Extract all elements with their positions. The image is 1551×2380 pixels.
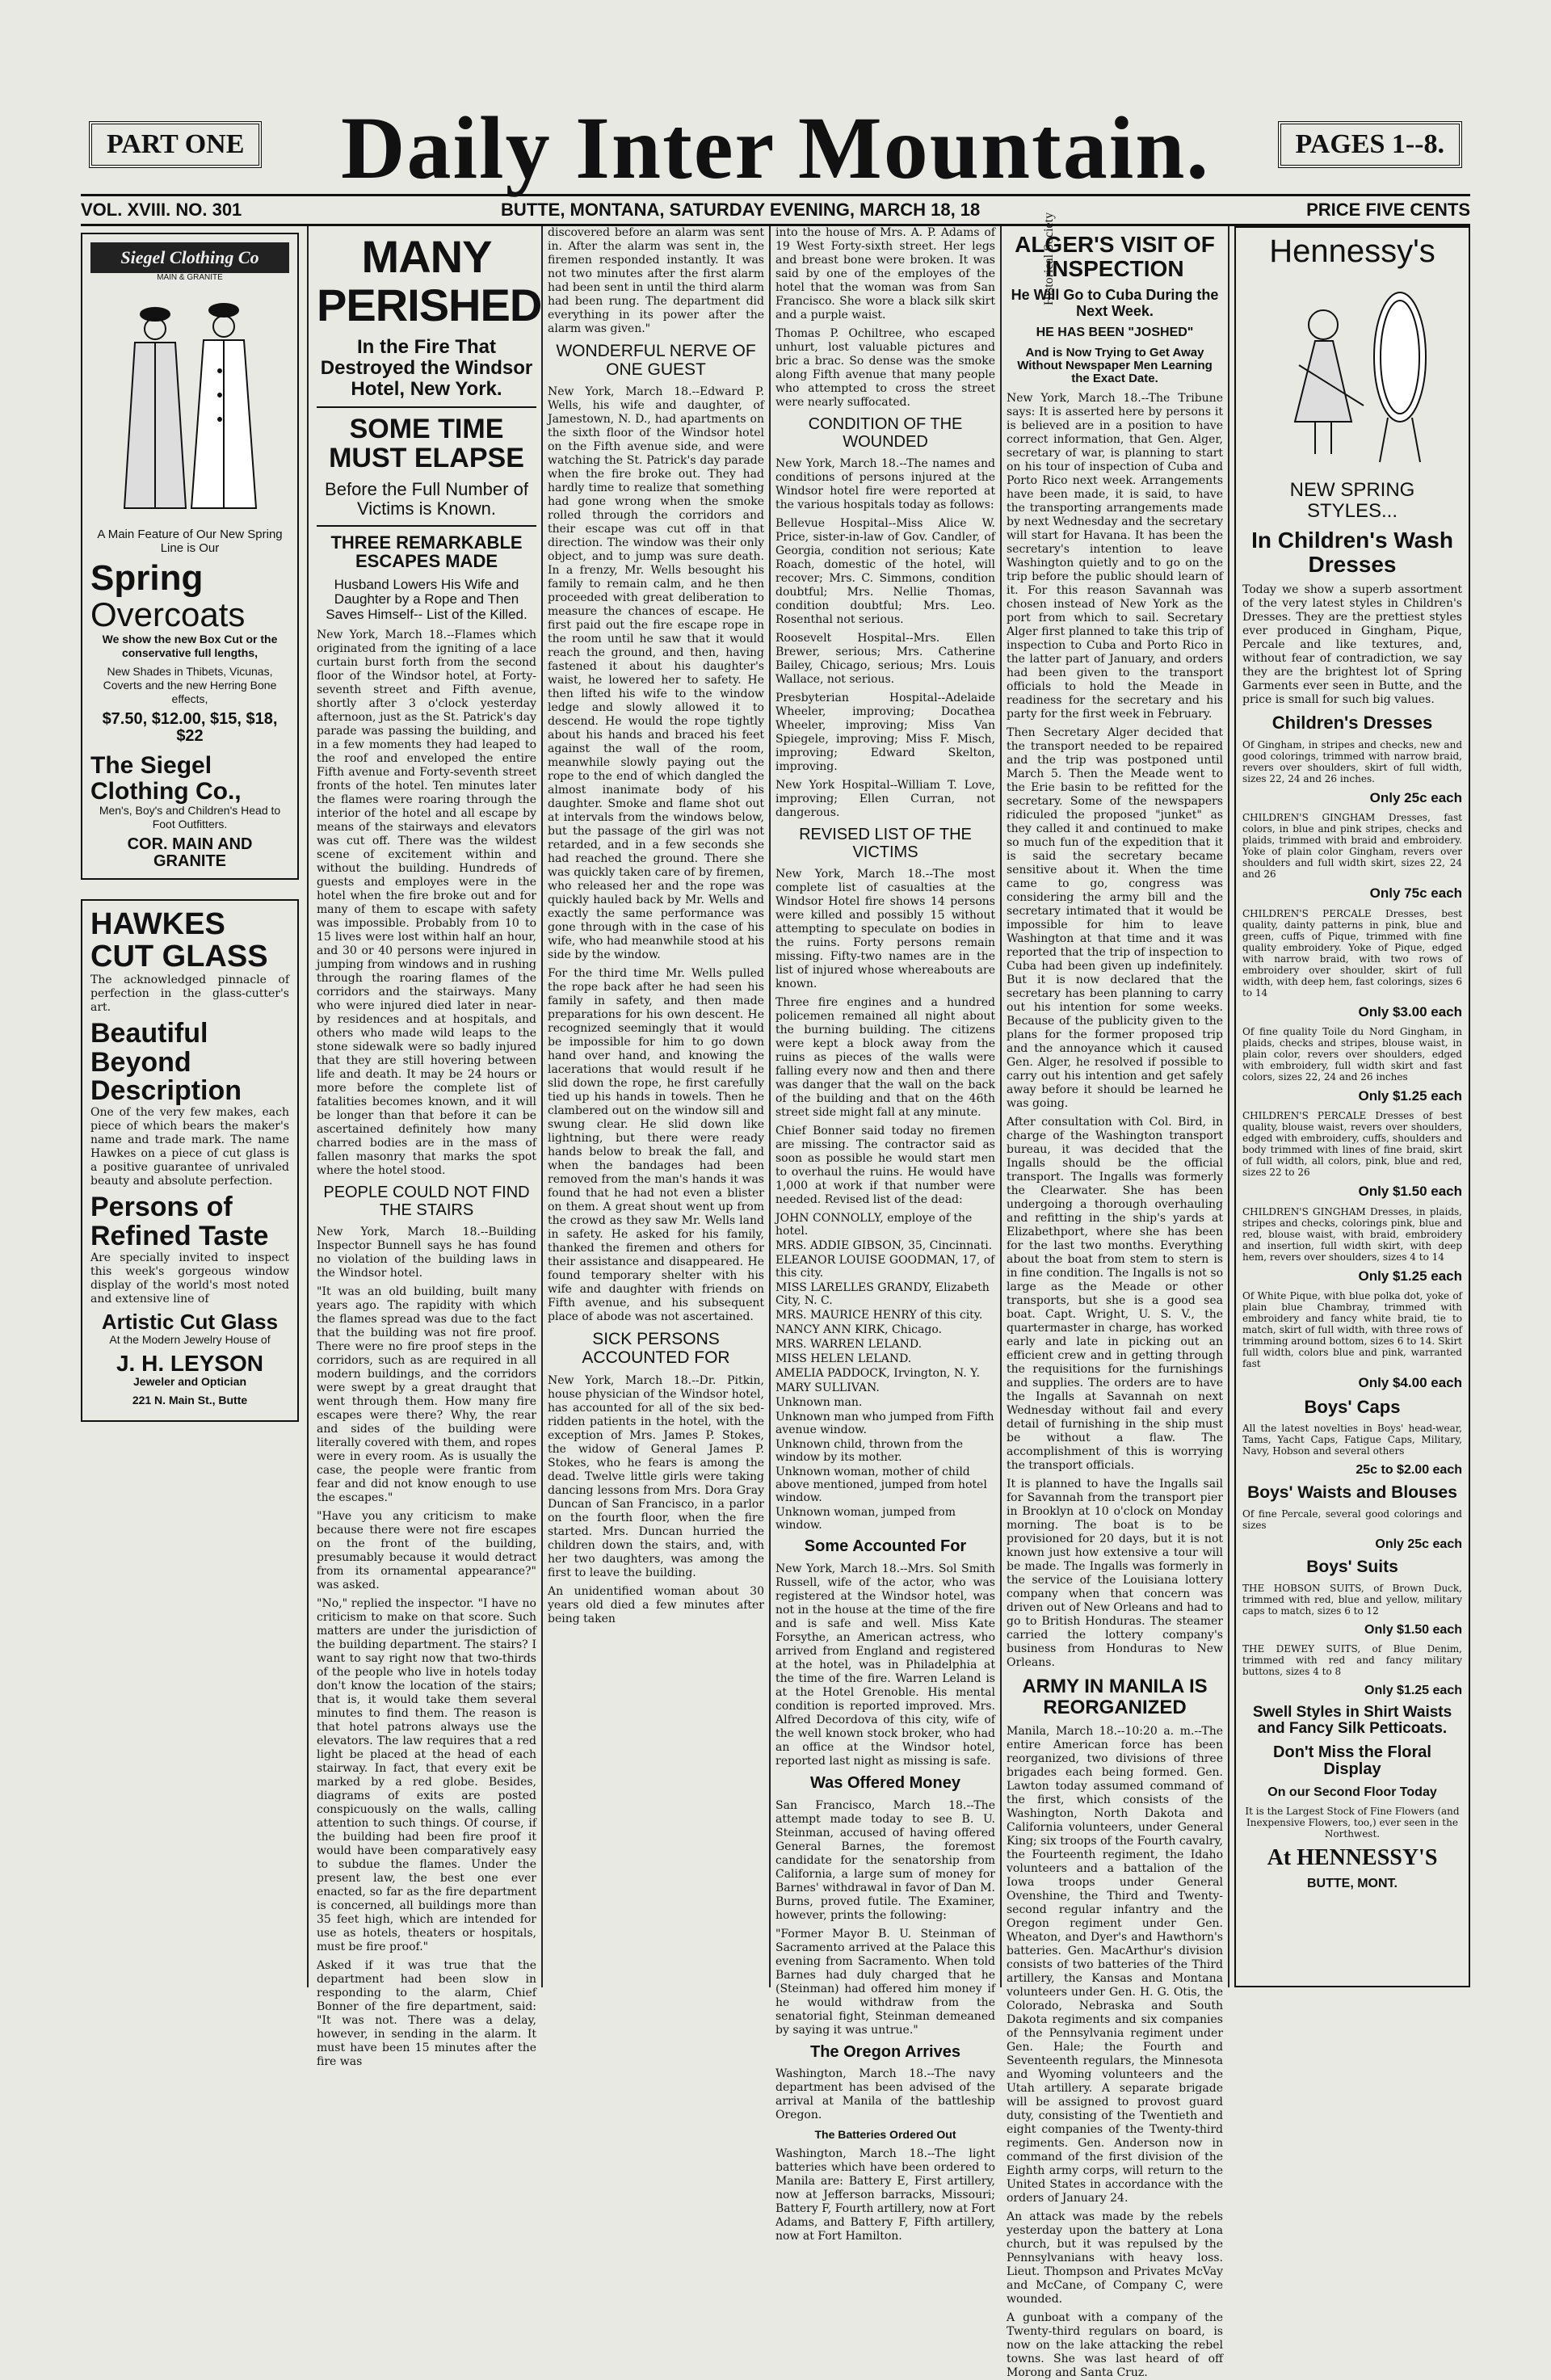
siegel-logo-sub: MAIN & GRANITE — [157, 273, 223, 282]
article-paragraph: Manila, March 18.--10:20 a. m.--The entire American force has been reorganized, two divisions of three brigades each being formed. Gen. Lawton today assumed command of the first, which consists of the Washington, North Dakota and California volunteers, under General King; six troops of the Fourth cavalry, the Fourteenth regiment, the Idaho volunteers and a battalion of the Iowa troops under General Ovenshine, the Third and Twenty-second regular infantry and the Oregon regiment under Gen. Wheaton, and Dyer's and Hawthorn's batteries. Gen. MacArthur's division consists of two batteries of the Third artillery, the Kansas and Montana volunteers under Gen. H. G. Otis, the Colorado, Nebraska and South Dakota regiments and six companies of the Pennsylvania regiment under Gen. Hale; the Fourth and Seventeenth regulars, the Minnesota and Wyoming volunteers and the Utah artillery. A separate brigade will be assigned to provost guard duty, consisting of the Twentieth and eight companies of the Twenty-third regiments. Gen. Anderson now in command of the first division of the Eighth army corps, will return to the United States in accordance with the orders of January 24. — [1007, 1724, 1223, 2205]
date-line: BUTTE, MONTANA, SATURDAY EVENING, MARCH 18, 18 — [501, 200, 981, 220]
article-paragraph: "It was an old building, built many years ago. The rapidity with which the flames spread was due to the fact that the building was not fire proof. There were no fire proof steps in the corridors, such as are required in all modern buildings, and the corridors were swept by a great draught that went through them. How many fire escapes were there? Why, the rear and sides of the building were literally covered with them, and ropes were in every room. As is usually the case, the people were frantic from fear and did not know enough to use the escapes." — [317, 1285, 536, 1505]
headline-some-accounted: Some Accounted For — [804, 1537, 967, 1556]
dead-list-item: Unknown woman, jumped from window. — [776, 1506, 956, 1533]
headline-oregon: The Oregon Arrives — [810, 2042, 960, 2061]
article-paragraph: "Former Mayor B. U. Steinman of Sacramento arrived at the Palace this evening from Sacramento. When told Barnes had duly charged that he (Steinman) had offered him money if he would withdraw from the senatorial fight, Steinman demeaned by saying it was untrue." — [776, 1927, 995, 2037]
dead-list-item: ELEANOR LOUISE GOODMAN, 17, of this city. — [776, 1254, 995, 1280]
historical-society-stamp: Historical Society — [1042, 212, 1056, 305]
article-paragraph: For the third time Mr. Wells pulled the rope back after he had seen his family in safety, and then made preparations for his own descent. He recognized seemingly that it would be impossible for him to go down hand over hand, and knowing the lacerations that would result if he slid down the rope, he first carefully tied up his hands in towels. Then he clambered out on the window sill and swung clear. He slid down like lightning, but there were ready hands below to break the fall, and when the bandages had been removed from the man's hands it was found that he had not even a blister on them. A great shout went up from the crowd as they saw Mr. Wells land in safety. He asked for his family, thanked the firemen and others for their assistance and disappeared. He found temporary shelter with his wife and daughter with friends on Fifth avenue, and his subsequent place of abode was not ascertained. — [548, 967, 764, 1324]
overcoats-heading: Overcoats — [90, 595, 246, 634]
invited-text: Are specially invited to inspect this week's gorgeous window display of the world's most noted and extensive line of — [90, 1251, 289, 1306]
item-description: All the latest novelties in Boys' head-wear, Tams, Yacht Caps, Fatigue Caps, Military, Navy, Hobson and several others — [1242, 1423, 1462, 1457]
item-description: CHILDREN'S GINGHAM Dresses, in plaids, stripes and checks, colorings pink, blue and red, blouse waist, with braid, embroidery and insertion, full width skirt, with deep hem, revers over shoulders, sizes 4 to 14 — [1242, 1205, 1462, 1263]
siegel-ad — [81, 233, 299, 880]
item-description: CHILDREN'S PERCALE Dresses, best quality, dainty patterns in pink, blue and green, cuffs of Pique, trimmed with fine quality embroidery. Yoke of Pique, edged with narrow braid, with two rows of embroidery over shoulder, skirt of full width, with deep hem, fast colorings, sizes 6 to 14 — [1242, 907, 1462, 999]
item-price: Only $3.00 each — [1358, 1003, 1462, 1020]
heading-wash-dresses: In Children's Wash Dresses — [1251, 527, 1453, 578]
column-rule — [541, 226, 543, 1987]
heading-second-floor: On our Second Floor Today — [1267, 1785, 1437, 1799]
divider — [317, 406, 536, 408]
dateline-bar — [81, 194, 1470, 226]
headline-condition: CONDITION OF THE WOUNDED — [808, 415, 963, 451]
dead-list-item: MARY SULLIVAN. — [776, 1381, 880, 1395]
article-paragraph: New York, March 18.--Flames which originated from the igniting of a lace curtain burst forth from the second floor of the Windsor hotel, at Forty-seventh street and Fifth avenue, shortly after 3 o'clock yesterday afternoon, just as the St. Patrick's day parade was passing the building, and in a few moments they had leaped to the roof and enveloped the entire Fifth avenue and Forty-seventh street fronts of the hotel. Ten minutes later the flames were roaring through the interior of the hotel and all escape by means of the stairways and elevators was cut off. There was the wildest scene of excitement within and without the building. Hundreds of guests and employes were in the hotel when the fire broke out and for many of them to escape with safety was impossible. Probably from 10 to 15 lives were lost within half an hour, and 30 or 40 persons were injured in jumping from windows and in rushing through the roaring flames of the corridors and the stairways. Many who were injured died later in near-by residences and at hospitals, and others who made wild leaps to the stone sidewalk were so badly injured that they are still hovering between life and death. It may be 24 hours or more before the complete list of fatalities becomes known, and it will be longer than that before it can be ascertained definitely how many charred bodies are in the mass of fallen masonry that marks the spot where the hotel stood. — [317, 629, 536, 1178]
left-ads-column — [81, 226, 299, 1987]
divider — [317, 525, 536, 527]
article-paragraph: After consultation with Col. Bird, in charge of the Washington transport bureau, it was decided that the Ingalls should be the official transport. The Ingalls was formerly the Clearwater. She has been undergoing a thorough overhauling and refitting in the ship's yards at Elizabethport, where she has been for the last two months. Everything about the boat from stem to stern is in fine condition. The Ingalls is not so large as the Meade or other transports, but she is a good sea boat. Capt. Wright, U. S. V., the quartermaster in charge, has worked early and late in picking out an efficient crew and in getting through the requisitions for the furnishings and supplies. The orders are to have the Ingalls at Savannah on next Wednesday without fail and every detail of furnishing in the ship must be without a flaw. The accomplishment of this is worrying the transport officials. — [1007, 1116, 1223, 1473]
jeweler-text: Jeweler and Optician — [132, 1375, 247, 1389]
subhead-husband: Husband Lowers His Wife and Daughter by a Rope and Then Saves Himself-- List of the Killed. — [326, 577, 528, 622]
dead-list-item: MRS. MAURICE HENRY of this city. — [776, 1309, 983, 1322]
siegel-logo: Siegel Clothing Co — [90, 242, 289, 273]
subhead-cuba: He Will Go to Cuba During the Next Week. — [1011, 287, 1219, 319]
headline-escapes: THREE REMARKABLE ESCAPES MADE — [330, 532, 523, 572]
corner-address: COR. MAIN AND GRANITE — [127, 835, 253, 871]
dead-list-item: MISS HELEN LELAND. — [776, 1352, 912, 1366]
item-price: Only 25c each — [1369, 790, 1462, 806]
dead-list-item: JOHN CONNOLLY, employe of the hotel. — [776, 1212, 973, 1238]
box-cut-text: We show the new Box Cut or the conservative full lengths, — [102, 633, 278, 660]
article-paragraph: Washington, March 18.--The light batteries which have been ordered to Manila are: Battery E, First artillery, now at Jefferson barracks, Missouri; Battery F, Fourth artillery, now at Fort Adams, and Battery F, Fifth artillery, now at Fort Hamilton. — [776, 2147, 995, 2243]
article-paragraph: An attack was made by the rebels yesterday upon the battery at Lona church, but it was repulsed by the Pennsylvanians with heavy loss. Lieut. Thompson and Privates McVay and McCane, of Company C, were wounded. — [1007, 2210, 1223, 2306]
heading-childrens-dresses: Children's Dresses — [1271, 713, 1433, 734]
hennessys-ad — [1234, 226, 1470, 1987]
item-description: CHILDREN'S PERCALE Dresses of best quality, blouse waist, revers over shoulders, edged with embroidery, cuffs, shoulders and body trimmed with lines of fine braid, skirt of full width, all colors, pink, blue and red, sizes 22 to 26 — [1242, 1110, 1462, 1179]
article-paragraph: "No," replied the inspector. "I have no criticism to make on that score. Such matters are under the jurisdiction of the building department. The stairs? I want to say right now that two-thirds of the people who live in hotels today don't know the location of the stairs; that is, it would take them several minutes to find them. The reason is that hotel patrons always use the elevators. The law requires that a red light be placed at the head of each stairway. In fact, that every exit be marked by a red globe. Besides, diagrams of exits are posted conspicuously on the walls, calling attention to such things. Of course, if the building had been fire proof it would have been comparatively easy to subdue the flames. Under the present law, the best one ever enacted, so far as the fire department is concerned, all buildings more than 35 feet high, which are intended for use as hotels, theaters or hospitals, must be fire proof." — [317, 1597, 536, 1954]
headline-offered-money: Was Offered Money — [810, 1773, 960, 1792]
dead-list-item: Unknown woman, mother of child above mentioned, jumped from hotel window. — [776, 1465, 987, 1505]
volume-number: VOL. XVIII. NO. 301 — [81, 200, 242, 220]
siegel-name-2: Clothing Co., — [90, 777, 242, 805]
headline-batteries: The Batteries Ordered Out — [814, 2128, 956, 2142]
article-paragraph: Then Secretary Alger decided that the transport needed to be repaired and the trip was postponed until March 5. Then the Meade went to the Erie basin to be refitted for the secretary. Some of the newspapers ridiculed the proposed "junket" as they called it and continued to make so much fun of the expedition that it is said the secretary became sensitive about it. When the time came to go, congress was considering the army bill and the secretary intimated that it would be impossible for him to leave Washington at that time and it was reported that the trip of inspection to Cuba had been given up indefinitely. But it is now declared that the secretary has been planning to carry out his intention for some weeks. Because of the publicity given to the plans for the former proposed trip and the annoyance which it caused Gen. Alger, he resolved if possible to carry out his intention and get safely away before it should be learned he was going. — [1007, 726, 1223, 1111]
leyson-name: J. H. LEYSON — [116, 1350, 264, 1376]
at-hennessys: At HENNESSY'S — [1267, 1845, 1438, 1871]
floral-description: It is the Largest Stock of Fine Flowers (and Inexpensive Flowers, too,) ever seen in the Northwest. — [1245, 1806, 1460, 1840]
article-paragraph: New York, March 18.--Building Inspector Bunnell says he has found no violation of the building laws in the Windsor hotel. — [317, 1226, 536, 1280]
item-description: Of White Pique, with blue polka dot, yoke of plain blue Chambray, trimmed with embroidery and fancy white braid, tie to match, skirt of full width, with three rows of trimming around bottom, sizes 6 to 14. Skirt full width, colors blue and pink, warranted fast — [1242, 1290, 1462, 1370]
news-column-3 — [548, 226, 764, 1987]
persons-heading: Persons of Refined Taste — [90, 1192, 269, 1251]
news-column-4 — [776, 226, 995, 2243]
column-rule — [1000, 226, 1002, 1987]
article-paragraph: New York Hospital--William T. Love, improving; Ellen Curran, not dangerous. — [776, 779, 995, 820]
article-paragraph: Thomas P. Ochiltree, who escaped unhurt, lost valuable pictures and bric a brac. So dense was the smoke along Fifth avenue that many people who attempted to cross the street were nearly suffocated. — [776, 327, 995, 409]
feature-text: A Main Feature of Our New Spring Line is Our — [97, 528, 283, 555]
subhead-newspaper: And is Now Trying to Get Away Without Newspaper Men Learning the Exact Date. — [1017, 345, 1213, 385]
article-paragraph: New York, March 18.--Dr. Pitkin, house physician of the Windsor hotel, has accounted for all of the six bed-ridden patients in the hotel, with the exception of Mrs. James P. Stokes, the widow of General James P. Stokes, who he fears is among the dead. Twelve little girls were taking dancing lessons from Mrs. Dora Gray Duncan of San Francisco, in a parlor on the fourth floor, when the fire started. Mrs. Duncan hurried the children down the stairs, and, with her two daughters, was among the first to leave the building. — [548, 1373, 764, 1579]
article-paragraph: New York, March 18.--The Tribune says: It is asserted here by persons it is believed are in a position to have correct information, that Gen. Alger, secretary of war, is planning to start on his tour of inspection of Cuba and Porto Rico next week. Arrangements have been made, it is said, to have the transporting arrangements made by next Wednesday and the secretary will start for Havana. It has been the secretary's intention to leave Washington quietly and to go on the trip before the public should learn of it. For this reason Savannah was chosen instead of New York as the port from which to sail. Secretary Alger first planned to take this trip of inspection to Cuba and Porto Rico in the latter part of January, and orders had been given to the transport officials to hold the Meade in readiness for the secretary and his party for the first week in February. — [1007, 392, 1223, 721]
item-price: Only $1.25 each — [1358, 1088, 1462, 1104]
item-description: CHILDREN'S GINGHAM Dresses, fast colors, in blue and pink stripes, checks and plaids, trimmed with braid and embroidery. Yoke of plain color Gingham, revers over shoulders and full width skirt, sizes 22, 24 and 26 — [1242, 812, 1462, 881]
headline-some-time: SOME TIME MUST ELAPSE — [329, 413, 524, 474]
dead-list-item: Unknown child, thrown from the window by its mother. — [776, 1438, 964, 1465]
headline-wonderful-nerve: WONDERFUL NERVE OF ONE GUEST — [556, 342, 756, 379]
article-paragraph: Roosevelt Hospital--Mrs. Ellen Brewer, serious; Mrs. Catherine Bailey, Chicago, serious; Mrs. Louis Wallace, not serious. — [776, 632, 995, 687]
pages-box: PAGES 1--8. — [1278, 121, 1462, 168]
article-paragraph: Three fire engines and a hundred policemen remained all night about the burning building. The citizens were kept a block away from the ruins as pieces of the walls were falling every now and then and there was danger that the wall on the back of the building and that on the 46th street side might fall at any minute. — [776, 996, 995, 1120]
article-paragraph: Washington, March 18.--The navy department has been advised of the arrival at Manila of the battleship Oregon. — [776, 2067, 995, 2122]
article-paragraph: A gunboat with a company of the Twenty-third regulars on board, is now on the lake attacking the rebel towns. She was last heard of off Morong and Santa Cruz. — [1007, 2311, 1223, 2379]
leyson-address: 221 N. Main St., Butte — [132, 1394, 248, 1407]
item-description: Of fine quality Toile du Nord Gingham, in plaids, checks and stripes, blouse waist, in plain color, revers over shoulders, edged with embroidery, full width skirt and fast colors, sizes 22, 24 and 26 inches — [1242, 1026, 1462, 1083]
article-paragraph: New York, March 18.--The names and conditions of persons injured at the Windsor hotel fire were reported at the various hospitals today as follows: — [776, 457, 995, 512]
acknowledged-text: The acknowledged pinnacle of perfection in the glass-cutter's art. — [90, 973, 289, 1015]
overcoat-men-illustration — [90, 282, 289, 524]
hawkes-heading: HAWKES — [90, 907, 225, 942]
item-price: Only $1.50 each — [1358, 1184, 1462, 1200]
heading-shirt-waists: Swell Styles in Shirt Waists and Fancy Silk Petticoats. — [1252, 1703, 1452, 1738]
hennessys-city: BUTTE, MONT. — [1307, 1877, 1398, 1891]
outfitters-text: Men's, Boy's and Children's Head to Foot Outfitters. — [99, 804, 281, 831]
shades-text: New Shades in Thibets, Vicunas, Coverts and the new Herring Bone effects, — [103, 665, 277, 706]
jewelry-house-text: At the Modern Jewelry House of — [109, 1332, 271, 1346]
dead-list-item: MRS. ADDIE GIBSON, 35, Cincinnati. — [776, 1239, 993, 1253]
newspaper-title: Daily Inter Mountain. — [341, 99, 1210, 197]
price-list: $7.50, $12.00, $15, $18, $22 — [102, 710, 278, 746]
heading-boys-caps: Boys' Caps — [1304, 1396, 1401, 1417]
column-rule — [307, 226, 309, 1987]
beautiful-heading: Beautiful Beyond Description — [90, 1018, 242, 1107]
dead-list-item: AMELIA PADDOCK, Irvington, N. Y. — [776, 1367, 980, 1381]
article-paragraph: "Have you any criticism to make because there were not fire escapes on the front of the building, presumably because it would detract from its ornamental appearance?" was asked. — [317, 1510, 536, 1592]
article-paragraph: Bellevue Hospital--Miss Alice W. Price, sister-in-law of Gov. Candler, of Georgia, condition not serious; Kate Roach, domestic of the hotel, will recover; Mrs. C. Simmons, condition doubtful; Mrs. Nellie Thomas, condition doubtful; Mrs. Leo. Rosenthal not serious. — [776, 517, 995, 627]
article-paragraph: Asked if it was true that the department had been slow in responding to the alarm, Chief Bonner of the fire department, said: "It was not. There was a delay, however, in sending in the alarm. It must have been 15 minutes after the fire was — [317, 1959, 536, 2069]
artistic-heading: Artistic Cut Glass — [101, 1309, 279, 1334]
dead-list-item: Unknown man. — [776, 1396, 863, 1410]
dead-list-item: NANCY ANN KIRK, Chicago. — [776, 1323, 942, 1337]
item-price: Only $1.50 each — [1364, 1623, 1462, 1638]
article-paragraph: discovered before an alarm was sent in. After the alarm was sent in, the firemen responded instantly. It was not two minutes after the first alarm had been sent in until the third alarm had been rung. The department did everything in its power after the alarm was given." — [548, 226, 764, 335]
article-paragraph: It is planned to have the Ingalls sail for Savannah from the transport pier in Brooklyn at 10 o'clock on Monday morning. The boat is to be provisioned for 20 days, but it is not known just how extensive a tour will be made. The Ingalls was formerly in the service of the Louisiana lottery company when that concern was driven out of New Orleans and had to go to British Honduras. The steamer carried the lottery company's business from Honduras to New Orleans. — [1007, 1478, 1223, 1670]
leyson-ad — [81, 899, 299, 1422]
part-box: PART ONE — [89, 121, 262, 168]
item-description: THE HOBSON SUITS, of Brown Duck, trimmed with red, blue and yellow, military caps to match, sizes 6 to 12 — [1242, 1583, 1462, 1617]
article-paragraph: Chief Bonner said today no firemen are missing. The contractor said as soon as possible he would start men to overhaul the ruins. He would have 1,000 at work if that number were needed. Revised list of the dead: — [776, 1125, 995, 1207]
article-paragraph: into the house of Mrs. A. P. Adams of 19 West Forty-sixth street. Her legs and breast bone were broken. It was said by one of the employes of the hotel that the woman was from San Francisco. She wore a black silk skirt and a purple waist. — [776, 226, 995, 322]
column-rule — [769, 226, 771, 1987]
headline-alger: ALGER'S VISIT OF INSPECTION — [1015, 232, 1215, 282]
dead-list-item: MISS LARELLES GRANDY, Elizabeth City, N. C. — [776, 1281, 990, 1308]
cut-glass-heading: CUT GLASS — [90, 940, 268, 974]
article-paragraph: New York, March 18.--The most complete list of casualties at the Windsor Hotel fire shows 14 persons were killed and possibly 15 without attempting to speculate on bodies in the ruins. Forty persons remain missing. Fifty-two names are in the list of injured whose whereabouts are known. — [776, 868, 995, 991]
headline-army-manila: ARMY IN MANILA IS REORGANIZED — [1022, 1676, 1208, 1719]
spring-heading: Spring — [90, 558, 204, 598]
item-price: Only 75c each — [1369, 885, 1462, 902]
item-price: Only $1.25 each — [1364, 1684, 1462, 1698]
price-label: PRICE FIVE CENTS — [1306, 200, 1470, 220]
headline-many-perished: MANY PERISHED — [317, 231, 542, 331]
new-spring-styles: NEW SPRING STYLES... — [1289, 479, 1415, 522]
headline-sick-persons: SICK PERSONS ACCOUNTED FOR — [582, 1330, 730, 1368]
item-price: Only $4.00 each — [1358, 1375, 1462, 1391]
item-description: THE DEWEY SUITS, of Blue Denim, trimmed with red and fancy military buttons, sizes 4 to 8 — [1242, 1643, 1462, 1678]
dead-list-item: MRS. WARREN LELAND. — [776, 1338, 923, 1352]
item-description: Of fine Percale, several good colorings and sizes — [1242, 1508, 1462, 1532]
column-rule — [1228, 226, 1229, 1987]
subhead-joshed: HE HAS BEEN "JOSHED" — [1036, 326, 1194, 340]
dead-list-item: Unknown man who jumped from Fifth avenue window. — [776, 1411, 994, 1437]
subhead-victims: Before the Full Number of Victims is Known. — [325, 479, 528, 519]
masthead — [81, 97, 1470, 197]
heading-floral: Don't Miss the Floral Display — [1273, 1743, 1431, 1779]
headline-revised-list: REVISED LIST OF THE VICTIMS — [799, 826, 972, 861]
heading-boys-waists: Boys' Waists and Blouses — [1247, 1482, 1457, 1502]
item-price: 25c to $2.00 each — [1356, 1463, 1462, 1478]
article-paragraph: New York, March 18.--Mrs. Sol Smith Russell, wife of the actor, who was registered at the Windsor hotel, was not in the house at the time of the fire and is safe and well. Miss Kate Forsythe, an American actress, who arrived from England and registered at the hotel, was in Philadelphia at the time of the fire. Warren Leland is at the Hotel Grenoble. His mental condition is reported improved. Mrs. Alfred Decordova of this city, wife of the well known stock broker, who had an office at the Windsor hotel, reported last night as missing is safe. — [776, 1562, 995, 1768]
hennessys-brand: Hennessy's — [1269, 233, 1435, 269]
heading-boys-suits: Boys' Suits — [1306, 1557, 1398, 1576]
headline-stairs: PEOPLE COULD NOT FIND THE STAIRS — [323, 1184, 530, 1219]
item-description: Of Gingham, in stripes and checks, new and good colorings, trimmed with narrow braid, revers over shoulders, skirt of full width, sizes 22, 24 and 26 inches. — [1242, 739, 1462, 785]
article-paragraph: San Francisco, March 18.--The attempt made today to see B. U. Steinman, accused of having offered General Barnes, the foremost candidate for the senatorship from California, a large sum of money for Barnes' withdrawal in favor of Dan M. Burns, proved futile. The Examiner, however, prints the following: — [776, 1798, 995, 1922]
article-paragraph: An unidentified woman about 30 years old died a few minutes after being taken — [548, 1584, 764, 1625]
article-paragraph: Presbyterian Hospital--Adelaide Wheeler, improving; Docathea Wheeler, improving; Miss Van Spiegele, improving; Miss F. Misch, improving; Edward Skelton, improving. — [776, 692, 995, 774]
siegel-name-1: The Siegel — [90, 752, 212, 780]
item-price: Only 25c each — [1375, 1537, 1462, 1552]
item-price: Only $1.25 each — [1358, 1268, 1462, 1284]
news-column-5 — [1007, 226, 1223, 2379]
ad-intro: Today we show a superb assortment of the very latest styles in Children's Dresses. They are the prettiest styles ever produced in Gingham, Pique, Percale and like textures, and, without fear of contradiction, we say they are the brightest lot of Spring Garments ever seen in Butte, and the price is small for such big values. — [1242, 583, 1462, 707]
girl-mirror-illustration — [1242, 268, 1462, 470]
hawkes-description: One of the very few makes, each piece of which bears the maker's name and trade mark. The name Hawkes on a piece of cut glass is a positive guarantee of unrivaled beauty and absolute perfection. — [90, 1106, 289, 1188]
news-column-2 — [317, 226, 542, 2069]
article-paragraph: New York, March 18.--Edward P. Wells, his wife and daughter, of Jamestown, N. D., had apartments on the sixth floor of the Windsor hotel on the Fifth avenue side, and were watching the St. Patrick's day parade when the fire broke out. They had hardly time to realize that something had gone wrong when the smoke rolled through the corridors and their escape was cut off in that direction. The window was their only object, and to jump was sure death. In a frenzy, Mr. Wells besought his family to remain calm, and he then proceeded with great deliberation to measure the chances of escape. He first paid out the fire escape rope in the room until he saw that it would reach the ground, and then, having fastened it about his daughter's waist, he lowered her to safety. He then lifted his wife to the window ledge and slowly allowed it to descend. He would the rope tightly about his hands and braced his feet against the wall of the room, meanwhile slowly paying out the rope to the end of which dangled the almost inanimate body of his daughter. Smoke and flame shot out at intervals from the windows below, but the passage of the girl was not retarded, and in a few seconds she had reached the ground. There she was quickly taken care of by firemen, who released her and the rope was quickly hauled back by Mr. Wells and exactly the same performance was gone through with in the case of his wife, who had meanwhile stood at his side by the window. — [548, 385, 764, 962]
subhead-windsor: In the Fire That Destroyed the Windsor Hotel, New York. — [320, 335, 533, 400]
